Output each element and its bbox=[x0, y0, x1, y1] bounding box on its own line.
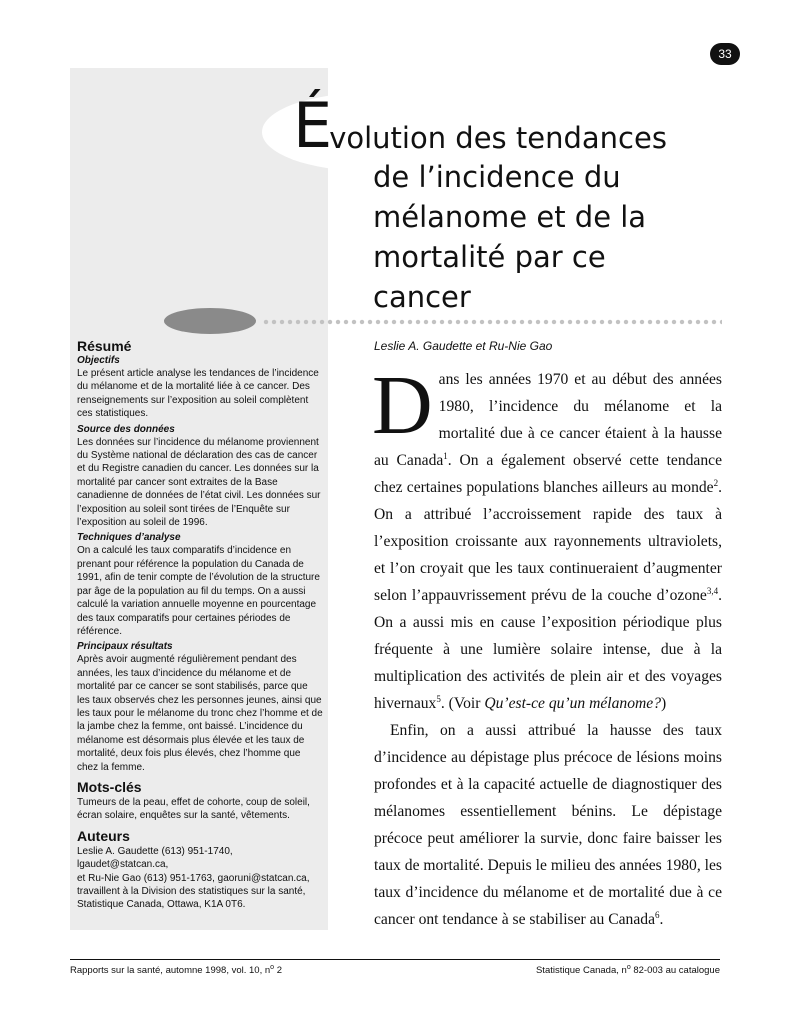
text-run: Statistique Canada, n bbox=[535, 965, 627, 977]
decorative-pill bbox=[164, 308, 256, 334]
title-line-5: cancer bbox=[373, 280, 471, 314]
cross-reference-link[interactable]: Qu’est-ce qu’un mélanome? bbox=[484, 695, 661, 712]
text-run: ans les années 1970 et au début des années 1980, l’incidence du mélanome et la mortalité due à ce cancer étaient à la hausse au Canada bbox=[374, 371, 722, 469]
paragraph bbox=[372, 359, 722, 717]
drop-cap: D bbox=[372, 359, 433, 452]
text-run: . (Voir bbox=[440, 695, 485, 712]
analysis-text: On a calculé les taux comparatifs d’incidence en prenant pour référence la population du Canada de 1991, afin de tenir compte de l’évolution de la structure par âge de la population au fil du temps. On a aussi calculé la variation annuelle moyenne en pourcentage des taux comparatifs pour certaines périodes de référence. bbox=[77, 545, 320, 637]
text-run: Enfin, on a aussi attribué la hausse des taux d’incidence au dépistage plus précoce de lésions moins profondes et à la capacité actuelle de diagnostiquer des mélanomes essentiellement bénins. Le dépistage précoce peut améliorer la survie, donc faire baisser les taux de mortalité. Depuis le milieu des années 1980, les taux d’incidence du mélanome et de mortalité due à ce cancer ont tendance à se stabiliser au Canada bbox=[374, 722, 722, 928]
footnote-ref: 1 bbox=[443, 450, 448, 461]
text-run: Rapports sur la santé, automne 1998, vol. 10, n bbox=[70, 965, 271, 977]
text-run: 2 bbox=[274, 965, 282, 977]
data-source-text: Les données sur l’incidence du mélanome proviennent du Système national de déclaration des cas de cancer et du Registre canadien du cancer. Les données sur la mortalité par cancer sont extraites de la Base canadienne de données de l’état civil. Les données sur l’exposition au soleil sont tirées de l’Enquête sur l’exposition au soleil de 1996. bbox=[77, 436, 321, 529]
article-body bbox=[372, 359, 722, 933]
footer-journal bbox=[70, 964, 282, 976]
paragraph bbox=[374, 717, 722, 933]
footnote-ref: 2 bbox=[713, 477, 719, 488]
page-number: 33 bbox=[710, 43, 740, 65]
title-line-2: de l’incidence du bbox=[373, 160, 621, 194]
author-line: travaillent à la Division des statistiques sur la santé, bbox=[77, 886, 306, 897]
results-text: Après avoir augmenté régulièrement pendant des années, les taux d’incidence du mélanome et de mortalité par ce cancer se sont stabilisés, parce que les taux observés chez les personnes jeunes, ainsi que les taux pour le mélanome du tronc chez l’homme et de la jambe chez la femme, ont baissé. L’incidence du mélanome est désormais plus élevée et les taux de mortalité, deux fois plus élevés, chez l’homme que chez la femme. bbox=[77, 654, 323, 773]
footnote-ref: 5 bbox=[436, 693, 441, 704]
results-heading: Principaux résultats bbox=[77, 641, 173, 653]
resume-heading: Résumé bbox=[77, 338, 132, 354]
author-line: Leslie A. Gaudette (613) 951-1740, lgaudet@statcan.ca, bbox=[77, 845, 233, 871]
footnote-ref: 6 bbox=[655, 909, 660, 920]
text-run: ) bbox=[661, 695, 667, 712]
text-run: o bbox=[270, 964, 275, 971]
authors-heading: Auteurs bbox=[77, 827, 130, 844]
title-line-4: mortalité par ce bbox=[373, 240, 606, 274]
dotted-divider bbox=[262, 319, 722, 325]
text-run: . On a attribué l’accroissement rapide des taux à l’exposition croissante aux rayonnements ultraviolets, et l’on croyait que les taux continueraient d’augmenter selon l’appauvrissement prévu de la couche d’ozone bbox=[374, 479, 722, 604]
analysis-heading: Techniques d’analyse bbox=[77, 532, 181, 544]
abstract-sidebar bbox=[77, 338, 323, 912]
author-line: Statistique Canada, Ottawa, K1A 0T6. bbox=[77, 899, 246, 911]
keywords-text: Tumeurs de la peau, effet de cohorte, coup de soleil, écran solaire, enquêtes sur la santé, vêtements. bbox=[77, 796, 310, 822]
objectives-text: Le présent article analyse les tendances de l’incidence du mélanome et de la mortalité liée à ce cancer. Des renseignements sur l’exposition au soleil complètent ces statistiques. bbox=[77, 368, 319, 420]
text-run: . On a également observé cette tendance chez certaines populations blanches ailleurs au monde bbox=[374, 452, 722, 496]
title-line-1-rest: volution des tendances bbox=[329, 121, 667, 155]
author-line: et Ru-Nie Gao (613) 951-1763, gaoruni@statcan.ca, bbox=[77, 872, 310, 884]
title-line-3: mélanome et de la bbox=[373, 200, 647, 234]
objectives-heading: Objectifs bbox=[77, 355, 120, 366]
title-line-1 bbox=[293, 89, 763, 162]
title-initial: É bbox=[293, 89, 332, 162]
article-title bbox=[293, 89, 763, 317]
data-source-heading: Source des données bbox=[77, 423, 175, 435]
keywords-heading: Mots-clés bbox=[77, 778, 142, 795]
footnote-ref: 3,4 bbox=[706, 585, 719, 596]
footer-rule bbox=[70, 959, 720, 960]
text-run: 82-003 au catalogue bbox=[630, 965, 720, 977]
footer-catalogue bbox=[536, 964, 720, 976]
text-run: . On a aussi mis en cause l’exposition périodique plus fréquente à une lumière solaire intense, due à la multiplication des activités de plein air et des voyages hivernaux bbox=[374, 587, 722, 712]
text-run: . bbox=[659, 911, 664, 928]
byline: Leslie A. Gaudette et Ru-Nie Gao bbox=[374, 339, 553, 353]
text-run: o bbox=[626, 964, 631, 971]
